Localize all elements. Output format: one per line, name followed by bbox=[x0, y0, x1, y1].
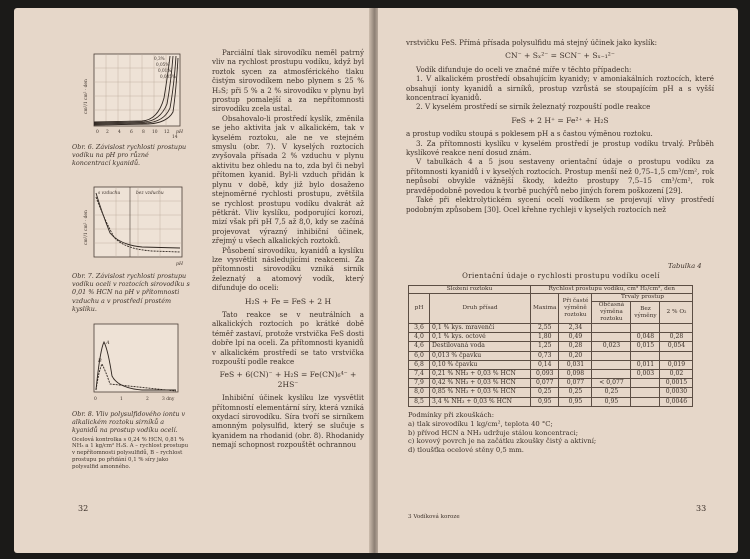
condition-d: d) tloušťka ocelové stěny 0,5 mm. bbox=[408, 446, 524, 455]
fig8-label-b: B bbox=[98, 358, 102, 364]
table-cell: 0,054 bbox=[660, 342, 693, 351]
figure-8-note: Ocelová kontrolka s 0,24 % HCN, 0,81 % NH₃ a 1 kg/cm² H₂S. A – rychlost prostupu v nepřítomnosti polysulfidů, B – rychlost prostupu po přidání 0,1 % síry jako polysulfid amonného. bbox=[72, 436, 189, 470]
fig6-x-label: pH bbox=[176, 130, 183, 135]
table-cell: 0,28 bbox=[559, 342, 592, 351]
fig8-tick-0: 0 bbox=[94, 397, 97, 402]
table-cell: 1,80 bbox=[531, 333, 559, 342]
fig6-y-label: cm³/1 cm² · den bbox=[84, 79, 89, 114]
table-cell: 0,20 bbox=[559, 351, 592, 360]
table-cell: 0,49 bbox=[559, 333, 592, 342]
condition-c: c) kovový povrch je na začátku zkoušky čistý a aktivní; bbox=[408, 437, 597, 446]
table-head-steady: Trvalý prostup bbox=[592, 294, 693, 302]
fig6-curve-label-3: 0,01% bbox=[158, 68, 172, 73]
table-cell: 2,34 bbox=[559, 324, 592, 333]
table-cell: 0,73 bbox=[531, 351, 559, 360]
table-cell: 0,003 bbox=[631, 370, 660, 379]
table-cell: 0,1 % kys. octové bbox=[430, 333, 531, 342]
table-row bbox=[409, 324, 693, 333]
table-head-additive: Druh přísad bbox=[430, 294, 531, 324]
table-cell: 0,02 bbox=[660, 370, 693, 379]
equation-2: FeS + 6(CN)⁻ + H₂S = Fe(CN)₆⁴⁻ + 2HS⁻ bbox=[219, 370, 357, 389]
table-cell: 0,21 % NH₃ + 0,03 % HCN bbox=[430, 370, 531, 379]
table-cell: 0,85 % NH₃ + 0,03 % HCN bbox=[430, 388, 531, 397]
table-cell: 0,098 bbox=[559, 370, 592, 379]
table-cell: 0,0015 bbox=[660, 379, 693, 388]
right-paragraph-6: V tabulkách 4 a 5 jsou sestaveny orientační údaje o prostupu vodíku za přítomnosti kyanidů i v kyselých roztocích. Prostup menší než 0,75–1,5 cm³/cm², rok nepůsobí obvykle vážnější škody, kdežto prostupy 7,5–15 cm³/cm², rok pravděpodobně povedou k tvorbě puchýřů nebo jiných forem poškození [29]. bbox=[406, 157, 714, 195]
table-head-o2: 2 % O₂ bbox=[660, 302, 693, 324]
table-head-ph: pH bbox=[409, 294, 430, 324]
fig7-label-air: s vzduchu bbox=[98, 191, 121, 196]
table-cell: 0,031 bbox=[559, 360, 592, 369]
table-label: Tabulka 4 bbox=[668, 262, 702, 270]
conditions-title: Podmínky při zkouškách: bbox=[408, 411, 495, 419]
table-4-grid bbox=[408, 285, 693, 407]
fig7-x-label: pH bbox=[176, 262, 183, 267]
right-page bbox=[378, 8, 738, 553]
table-cell bbox=[660, 324, 693, 333]
table-4 bbox=[408, 285, 693, 407]
table-cell: 0,023 bbox=[592, 342, 631, 351]
table-cell: 0,0030 bbox=[660, 388, 693, 397]
table-cell: 7,4 bbox=[409, 370, 430, 379]
table-cell: 0,011 bbox=[631, 360, 660, 369]
table-head-occasional: Občasná výměna roztoku bbox=[592, 302, 631, 324]
figure-6-caption: Obr. 6. Závislost rychlosti prostupu vodíku na pH pro různé koncentrací kyanidů. bbox=[72, 143, 187, 168]
table-cell: 0,015 bbox=[631, 342, 660, 351]
table-cell bbox=[631, 388, 660, 397]
figure-8-plot bbox=[82, 320, 182, 404]
left-paragraph-1: Parciální tlak sirovodíku neměl patrný vliv na rychlost prostupu vodíku, když byl roztok sycen za atmosférického tlaku čistým sirovodíkem nebo plynem s 25 % H₂S; při 5 % a 2 % sirovodíku v plynu byl prostup pomalejší a za nepřítomnosti sirovodíku zcela ustal. bbox=[212, 48, 364, 114]
table-cell bbox=[631, 379, 660, 388]
left-paragraph-4: Tato reakce se v neutrálních a alkalických roztocích po krátké době téměř zastaví, protože vrstvička FeS dosti dobře lpí na oceli. Za přítomnosti kyanidů v alkalickém prostředí se tato vrstvička rozpouští podle reakce bbox=[212, 309, 364, 366]
condition-a: a) tlak sirovodíku 1 kg/cm², teplota 40 °C; bbox=[408, 419, 553, 428]
table-row bbox=[409, 397, 693, 406]
table-cell: 0,25 bbox=[592, 388, 631, 397]
right-paragraph-3: 2. V kyselém prostředí se sirník železnatý rozpouští podle reakce bbox=[416, 102, 651, 112]
figure-8-caption bbox=[72, 410, 190, 471]
table-cell: 0,077 bbox=[559, 379, 592, 388]
table-title: Orientační údaje o rychlosti prostupu vodíku ocelí bbox=[462, 272, 660, 280]
table-head-composition: Složení roztoku bbox=[409, 286, 531, 294]
figure-8-caption-text: Obr. 8. Vliv polysulfidového iontu v alkalickém roztoku sirníků a kyanidů na prostup vodíku ocelí. bbox=[72, 410, 186, 435]
figure-7-caption: Obr. 7. Závislost rychlosti prostupu vodíku oceli v roztocích sirovodíku s 0,01 % HCN na pH v přítomnosti vzduchu a v prostředí prostém kyslíku. bbox=[72, 272, 190, 313]
table-cell: 0,42 % NH₃ + 0,03 % HCN bbox=[430, 379, 531, 388]
figure-6 bbox=[72, 48, 184, 140]
table-cell bbox=[660, 351, 693, 360]
fig7-label-no-air: bez vzduchu bbox=[136, 191, 164, 196]
table-cell: 0,0046 bbox=[660, 397, 693, 406]
table-cell: 2,55 bbox=[531, 324, 559, 333]
left-page bbox=[14, 8, 371, 553]
table-row bbox=[409, 333, 693, 342]
table-head-maxima: Maxima bbox=[531, 294, 559, 324]
table-row bbox=[409, 351, 693, 360]
fig6-curve-label-4: 0,005% bbox=[160, 74, 176, 79]
left-paragraph-2: Obsahovalo-li prostředí kyslík, změnila se jeho aktivita jak v alkalickém, tak v kyselém roztoku, ale ne ve stejném smyslu (obr. 7). V kyselých roztocích zvyšovala přísada 2 % vzduchu v plynu aktivitu bez ohledu na to, zda byl či nebyl přítomen kyanid. Byl-li vzduch přidán k plynu v době, kdy již bylo dosaženo stejnoměrné rychlosti prostupu, zvětšila se rychlost prostupu vodíku dvakrát až pětkrát. Vliv kyslíku, podporující korozi, mizí však při pH 7,5 až 8,0, kdy se začíná projevovat výrazný inhibiční účinek, zřejmý u všech alkalických roztoků. bbox=[212, 113, 364, 246]
fig8-x-label: 3 dny bbox=[162, 397, 175, 402]
figure-6-plot bbox=[72, 48, 184, 140]
table-cell: 0,093 bbox=[531, 370, 559, 379]
equation-3: CN⁻ + Sₓ²⁻ = SCN⁻ + Sₓ₋₁²⁻ bbox=[505, 51, 615, 61]
fig6-tick-12: 12 bbox=[164, 130, 170, 135]
figure-8 bbox=[82, 320, 182, 404]
table-cell bbox=[592, 370, 631, 379]
table-cell: 0,95 bbox=[531, 397, 559, 406]
fig6-tick-14: 14 bbox=[172, 135, 178, 140]
condition-b: b) přívod HCN a NH₃ udržuje stálou koncentraci; bbox=[408, 428, 578, 437]
right-text-block bbox=[406, 38, 714, 214]
table-cell bbox=[631, 397, 660, 406]
left-page-number: 32 bbox=[78, 504, 89, 513]
table-cell: 3,6 bbox=[409, 324, 430, 333]
fig6-tick-10: 10 bbox=[152, 130, 158, 135]
table-cell: 6,8 bbox=[409, 360, 430, 369]
fig7-y-label: cm³/1 cm² · den bbox=[84, 210, 89, 245]
right-page-number: 33 bbox=[696, 504, 707, 513]
fig8-tick-2: 2 bbox=[146, 397, 149, 402]
table-cell: Destilovaná voda bbox=[430, 342, 531, 351]
right-paragraph-7: Také při elektrolytickém sycení ocelí vodíkem se projevují vlivy prostředí podobným způsobem [30]. Ocel křehne rychleji v kyselých roztocích než bbox=[406, 195, 714, 214]
table-4-body bbox=[409, 324, 693, 407]
table-cell: 0,95 bbox=[592, 397, 631, 406]
table-cell: 0,048 bbox=[631, 333, 660, 342]
figure-7-plot bbox=[72, 183, 186, 269]
right-paragraph-5: 3. Za přítomnosti kyslíku v kyselém prostředí je prostup vodíku trvalý. Průběh kyslíkové reakce není dosud znám. bbox=[406, 138, 714, 158]
table-cell: 8,5 bbox=[409, 397, 430, 406]
right-footer: 3 Vodíková koroze bbox=[408, 514, 460, 520]
table-cell: 0,95 bbox=[559, 397, 592, 406]
fig6-tick-8: 8 bbox=[142, 130, 145, 135]
table-cell: 0,019 bbox=[660, 360, 693, 369]
left-paragraph-3: Působení sirovodíku, kyanidů a kyslíku lze vysvětlit následujícími reakcemi. Za přítomnosti sirovodíku vzniká sirník železnatý a atomový vodík, který difunduje do oceli: bbox=[212, 245, 364, 293]
table-cell: 0,1 % kys. mravenčí bbox=[430, 324, 531, 333]
right-paragraph-4: a prostup vodíku stoupá s poklesem pH a s častou výměnou roztoku. bbox=[406, 129, 653, 139]
fig6-tick-4: 4 bbox=[118, 130, 121, 135]
table-cell: 7,9 bbox=[409, 379, 430, 388]
equation-4: FeS + 2 H⁺ = Fe²⁺ + H₂S bbox=[511, 115, 609, 125]
table-cell bbox=[631, 351, 660, 360]
equation-1: H₂S + Fe = FeS + 2 H bbox=[244, 296, 332, 306]
table-cell: 0,013 % čpavku bbox=[430, 351, 531, 360]
fig6-curve-label-1: 0,3% bbox=[154, 56, 165, 61]
table-head-rate: Rychlost prostupu vodíku, cm³ H₂/cm², den bbox=[531, 286, 693, 294]
fig6-tick-0: 0 bbox=[96, 130, 99, 135]
table-cell: 0,14 bbox=[531, 360, 559, 369]
table-row bbox=[409, 342, 693, 351]
right-intro: vrstvičku FeS. Přímá přísada polysulfidu má stejný účinek jako kyslík: bbox=[406, 38, 657, 47]
table-cell bbox=[631, 324, 660, 333]
table-cell: 3,4 % NH₃ + 0,03 % HCN bbox=[430, 397, 531, 406]
table-cell: < 0,077 bbox=[592, 379, 631, 388]
table-cell bbox=[592, 324, 631, 333]
table-cell: 4,0 bbox=[409, 333, 430, 342]
left-paragraph-5: Inhibiční účinek kyslíku lze vysvětlit přítomností elementární síry, která vzniká oxydací sirovodíku. Síra tvoří se sirníkem amonným polysulfid, který se slučuje s kyanidem na rhodanid (obr. 8). Rhodanidy nemají schopnost rozpouštět ochrannou bbox=[212, 393, 364, 450]
table-cell: 6,0 bbox=[409, 351, 430, 360]
table-cell bbox=[592, 360, 631, 369]
left-text-column bbox=[212, 48, 364, 450]
book-spread bbox=[14, 8, 738, 553]
fig6-tick-2: 2 bbox=[106, 130, 109, 135]
table-row bbox=[409, 379, 693, 388]
table-cell: 4,6 bbox=[409, 342, 430, 351]
table-cell: 0,25 bbox=[531, 388, 559, 397]
fig6-tick-6: 6 bbox=[130, 130, 133, 135]
table-conditions bbox=[408, 411, 718, 455]
fig8-tick-1: 1 bbox=[120, 397, 123, 402]
fig6-curve-label-2: 0,05% bbox=[156, 62, 170, 67]
right-paragraph-1: Vodík difunduje do oceli ve značné míře v těchto případech: bbox=[416, 64, 632, 74]
table-cell bbox=[592, 351, 631, 360]
table-head-no-exchange: Bez výměny bbox=[631, 302, 660, 324]
table-cell: 1,25 bbox=[531, 342, 559, 351]
figure-7 bbox=[72, 183, 186, 269]
table-cell: 8,0 bbox=[409, 388, 430, 397]
table-head-frequent: Při časté výměně roztoku bbox=[559, 294, 592, 324]
fig8-label-a: A bbox=[106, 340, 110, 346]
table-cell: 0,10 % čpavku bbox=[430, 360, 531, 369]
table-row bbox=[409, 360, 693, 369]
table-cell bbox=[592, 333, 631, 342]
table-cell: 0,077 bbox=[531, 379, 559, 388]
table-row bbox=[409, 388, 693, 397]
right-paragraph-2: 1. V alkalickém prostředí obsahujícím kyanidy; v amoniakálních roztocích, které obsahují ionty kyanidů a sirníků, prostup vzrůstá se stoupajícím pH a s vyšší koncentrací kyanidů. bbox=[406, 74, 714, 103]
table-cell: 0,25 bbox=[559, 388, 592, 397]
table-cell: 0,28 bbox=[660, 333, 693, 342]
table-row bbox=[409, 370, 693, 379]
